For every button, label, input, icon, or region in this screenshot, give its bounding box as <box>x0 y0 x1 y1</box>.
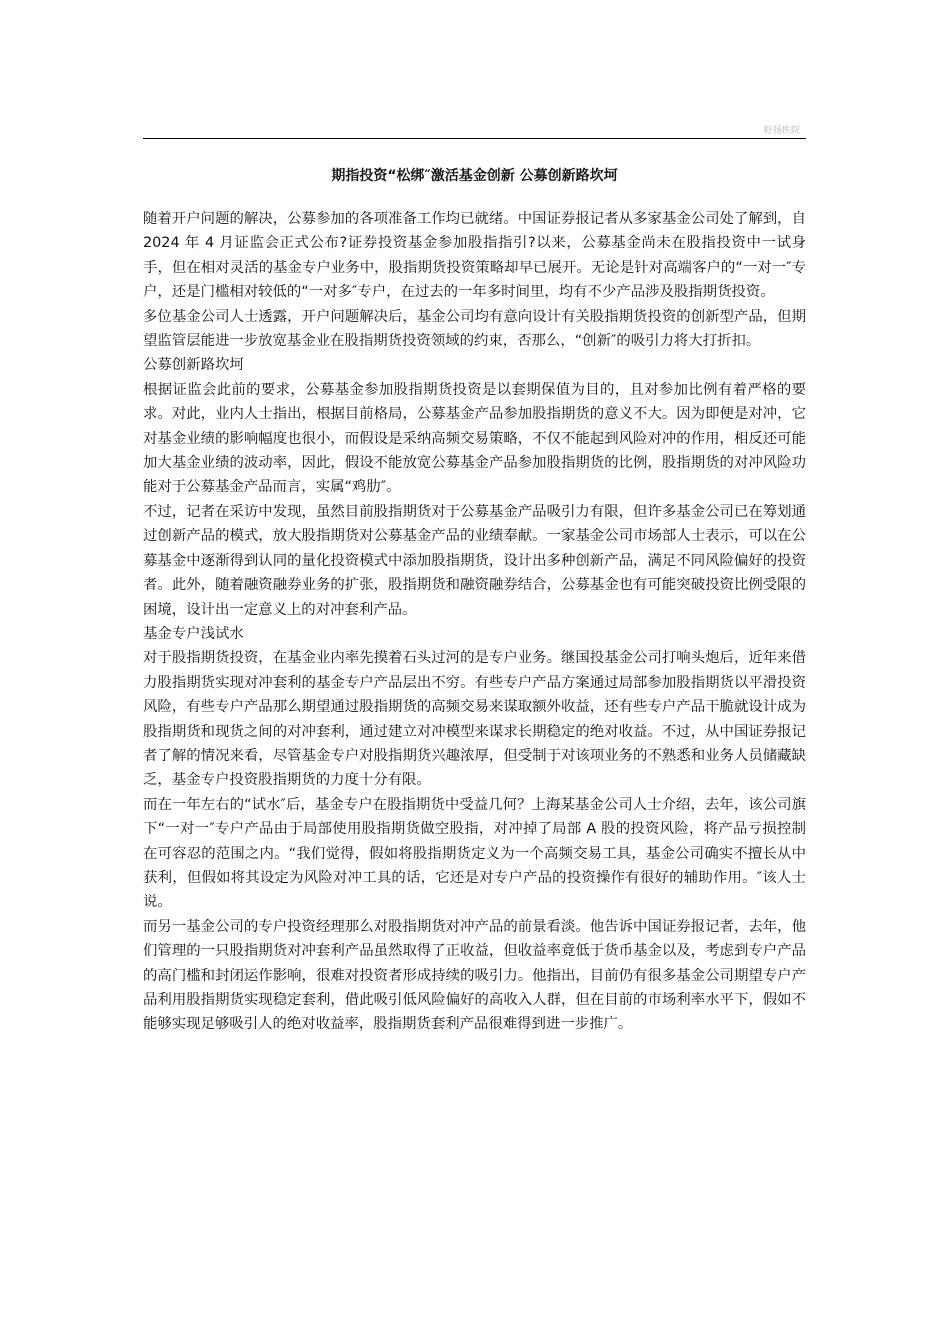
header-watermark: 盱扬医院 <box>763 126 800 136</box>
paragraph: 而在一年左右的“试水″后，基金专户在股指期货中受益几何？上海某基金公司人士介绍，去年，该公司旗下“一对一″专户产品由于局部使用股指期货做空股指，对冲掉了局部 A 股的投资风险，将产品亏损控制在可容忍的范围之内。“我们觉得，假如将股指期货定义为一个高频交易工具，基金公司确实不擅长从中获利，但假如将其设定为风险对冲工具的话，它还是对专户产品的投资操作有很好的辅助作用。″该人士说。 <box>143 796 806 911</box>
section-heading: 公募创新路坎坷 <box>143 357 244 374</box>
paragraph: 不过，记者在采访中发现，虽然目前股指期货对于公募基金产品吸引力有限，但许多基金公司已在筹划通过创新产品的模式，放大股指期货对公募基金产品的业绩奉献。一家基金公司市场部人士表示，可以在公募基金中逐渐得到认同的量化投资模式中添加股指期货，设计出多种创新产品，满足不同风险偏好的投资者。此外，随着融资融券业务的扩张，股指期货和融资融券结合，公募基金也有可能突破投资比例受限的困境，设计出一定意义上的对冲套利产品。 <box>143 503 806 618</box>
paragraph: 多位基金公司人士透露，开户问题解决后，基金公司均有意向设计有关股指期货投资的创新型产品，但期望监管层能进一步放宽基金业在股指期货投资领域的约束，否那么，“创新″的吸引力将大打折扣。 <box>143 308 806 350</box>
document-body <box>143 207 806 1037</box>
paragraph: 根据证监会此前的要求，公募基金参加股指期货投资是以套期保值为目的，且对参加比例有着严格的要求。对此，业内人士指出，根据目前格局，公募基金产品参加股指期货的意义不大。因为即便是对冲，它对基金业绩的影响幅度也很小，而假设是采纳高频交易策略，不仅不能起到风险对冲的作用，相反还可能加大基金业绩的波动率，因此，假设不能放宽公募基金产品参加股指期货的比例，股指期货的对冲风险功能对于公募基金产品而言，实属“鸡肋″。 <box>143 381 806 496</box>
document-title: 期指投资“松绑″激活基金创新 公募创新路坎坷 <box>331 168 618 184</box>
paragraph: 对于股指期货投资，在基金业内率先摸着石头过河的是专户业务。继国投基金公司打响头炮后，近年来借力股指期货实现对冲套利的基金专户产品层出不穷。有些专户产品方案通过局部参加股指期货以平滑投资风险，有些专户产品那么期望通过股指期货的高频交易来谋取额外收益，还有些专户产品干脆就设计成为股指期货和现货之间的对冲套利，通过建立对冲模型来谋求长期稳定的绝对收益。不过，从中国证券报记者了解的情况来看，尽管基金专户对股指期货兴趣浓厚，但受制于对该项业务的不熟悉和业务人员储藏缺乏，基金专户投资股指期货的力度十分有限。 <box>143 650 806 789</box>
paragraph: 随着开户问题的解决，公募参加的各项准备工作均已就绪。中国证券报记者从多家基金公司处了解到，自 2024 年 4 月证监会正式公布?证券投资基金参加股指指引?以来，公募基金尚未在股指投资中一试身手，但在相对灵活的基金专户业务中，股指期货投资策略却早已展开。无论是针对高端客户的“一对一″专户，还是门槛相对较低的“一对多″专户，在过去的一年多时间里，均有不少产品涉及股指期货投资。 <box>143 211 806 301</box>
paragraph: 而另一基金公司的专户投资经理那么对股指期货对冲产品的前景看淡。他告诉中国证券报记者，去年，他们管理的一只股指期货对冲套利产品虽然取得了正收益，但收益率竟低于货币基金以及，考虑到专户产品的高门槛和封闭运作影响，很难对投资者形成持续的吸引力。他指出，目前仍有很多基金公司期望专户产品利用股指期货实现稳定套利，借此吸引低风险偏好的高收入人群，但在目前的市场利率水平下，假如不能够实现足够吸引人的绝对收益率，股指期货套利产品很难得到进一步推广。 <box>143 918 806 1033</box>
header-divider <box>143 138 806 139</box>
section-heading: 基金专户浅试水 <box>143 625 244 642</box>
